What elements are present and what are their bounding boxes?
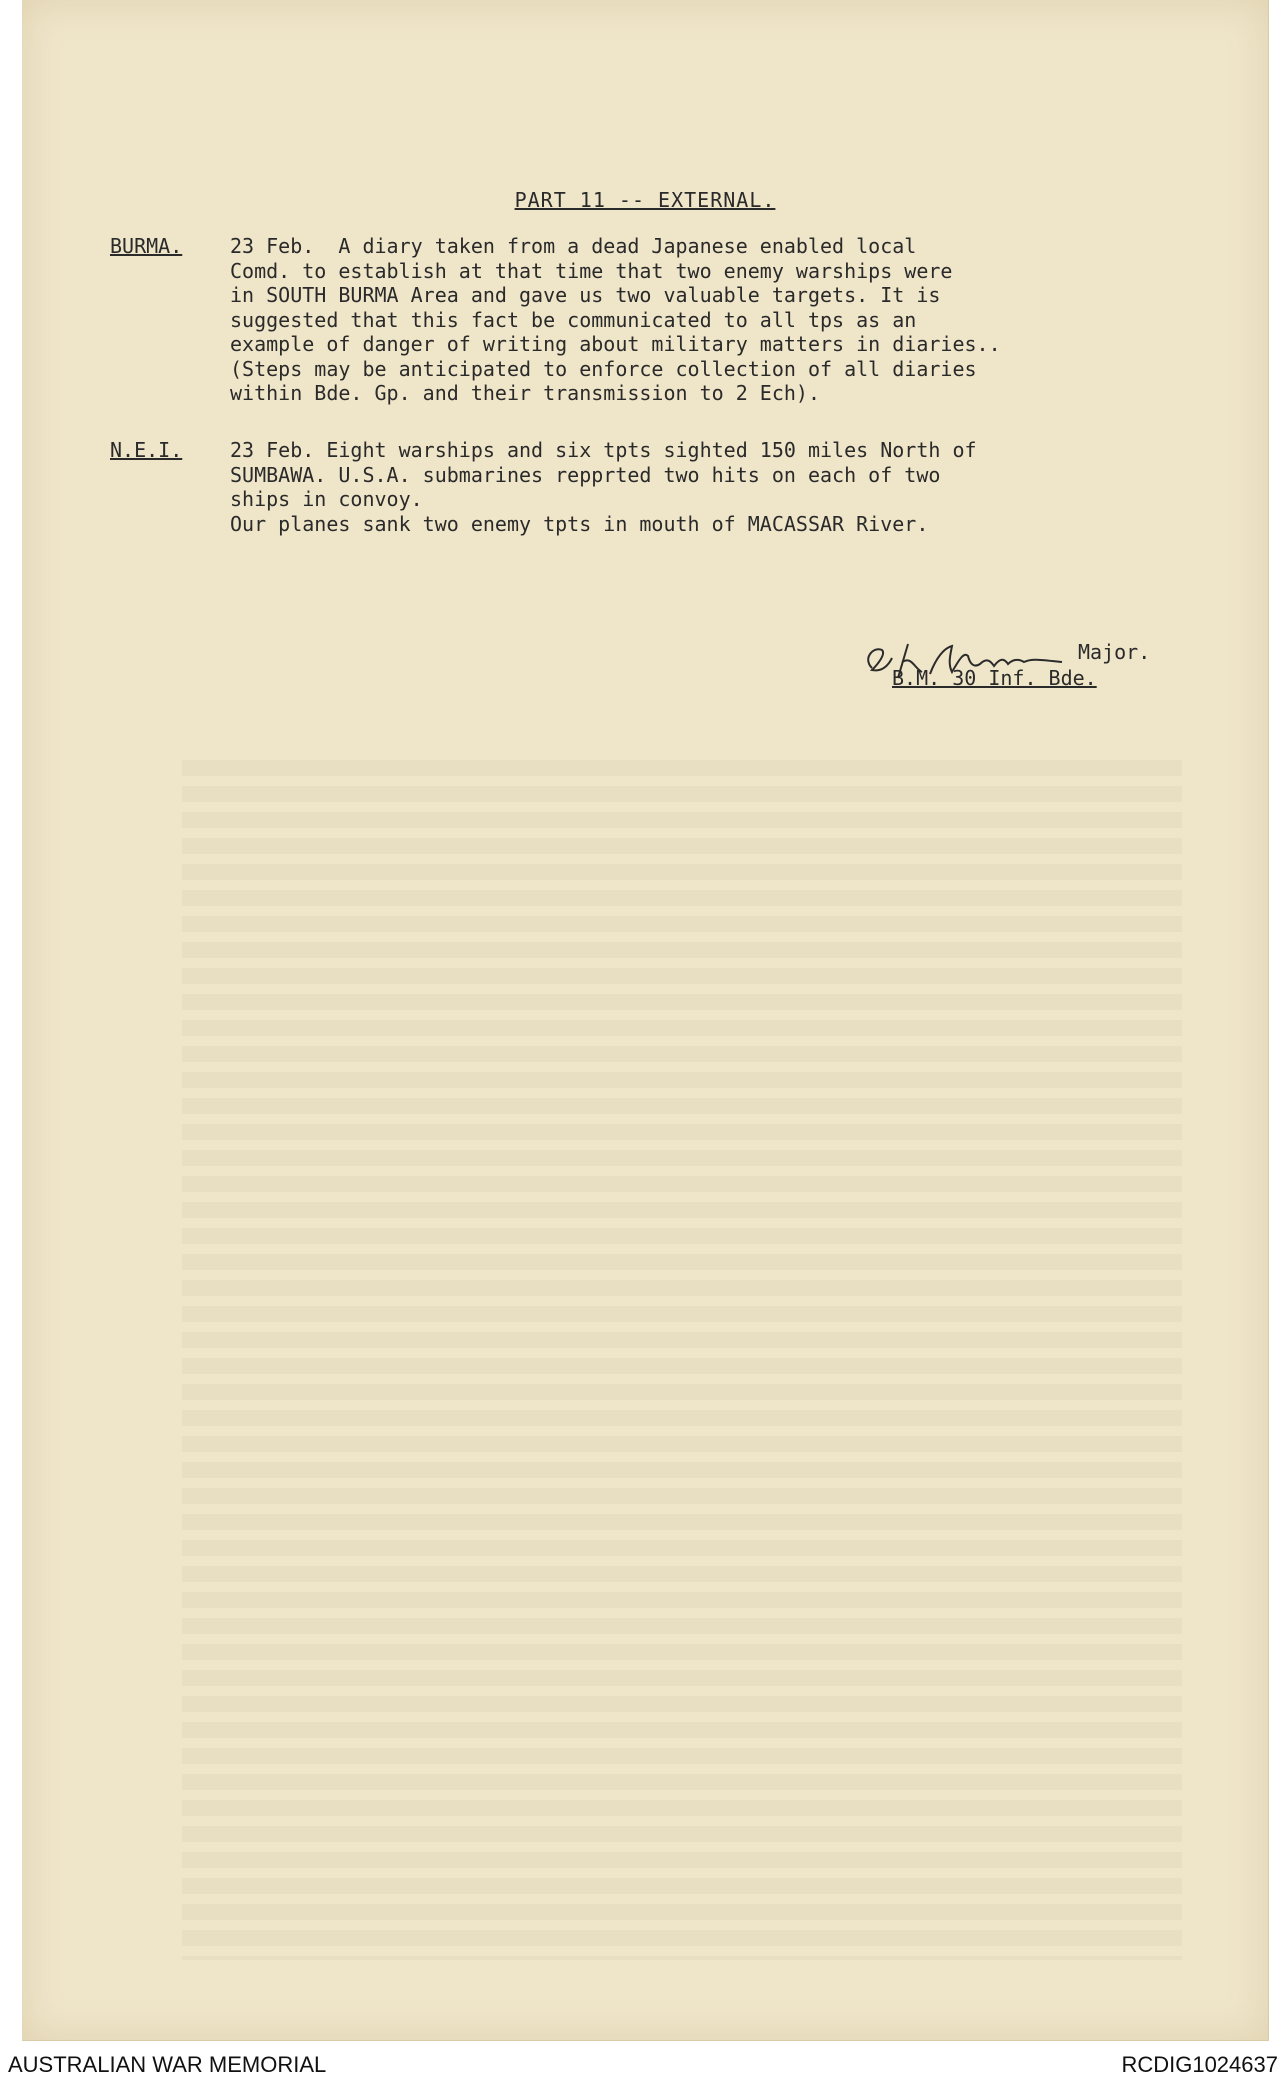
body-line: 23 Feb. Eight warships and six tpts sighted 150 miles North of — [230, 438, 977, 462]
document-page — [22, 0, 1269, 2041]
body-line: 23 Feb. A diary taken from a dead Japanese enabled local — [230, 234, 917, 258]
archive-footer — [0, 2048, 1288, 2082]
record-id: RCDIG1024637 — [1121, 2052, 1278, 2077]
signature-rank: Major. — [1078, 640, 1151, 664]
body-line: Our planes sank two enemy tpts in mouth of MACASSAR River. — [230, 511, 929, 536]
body-line: SUMBAWA. U.S.A. submarines repprted two hits on each of two — [230, 462, 941, 487]
section-label: BURMA. — [110, 234, 183, 258]
body-line: ships in convoy. — [230, 487, 423, 511]
body-line: Comd. to establish at that time that two enemy warships were — [230, 258, 953, 283]
signature-block — [822, 628, 1242, 708]
part-heading-text: PART 11 -- EXTERNAL. — [514, 188, 776, 212]
signature-appointment: B.M. 30 Inf. Bde. — [892, 666, 1097, 690]
body-line: within Bde. Gp. and their transmission to 2 Ech). — [230, 381, 821, 405]
body-line: in SOUTH BURMA Area and gave us two valuable targets. It is — [230, 283, 941, 307]
section-label: N.E.I. — [110, 438, 183, 462]
archive-name: AUSTRALIAN WAR MEMORIAL — [8, 2052, 327, 2077]
body-line: suggested that this fact be communicated to all tps as an — [230, 307, 917, 332]
reverse-side-bleed-through — [182, 760, 1182, 1960]
section-body — [230, 438, 1210, 536]
body-line: example of danger of writing about military matters in diaries.. — [230, 332, 1001, 356]
part-heading — [22, 188, 1268, 212]
body-line: (Steps may be anticipated to enforce collection of all diaries — [230, 356, 977, 381]
section-body — [230, 234, 1210, 406]
